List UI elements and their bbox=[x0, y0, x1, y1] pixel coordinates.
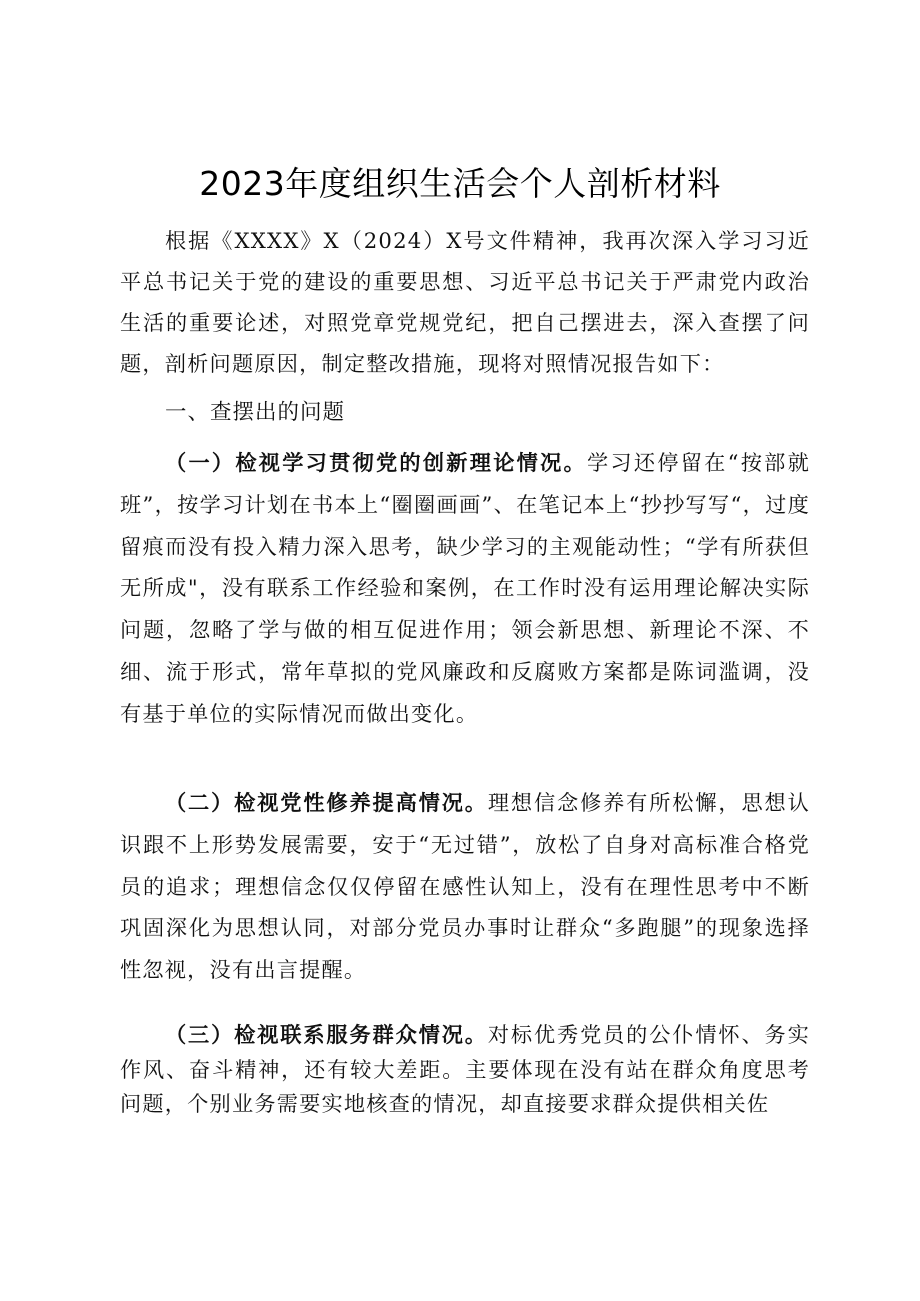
intro-paragraph: 根据《XXXX》X（2024）X号文件精神，我再次深入学习习近平总书记关于党的建设的重要思想、习近平总书记关于严肃党内政治生活的重要论述，对照党章党规党纪，把自己摆进去，深入查摆了问题，剖析问题原因，制定整改措施，现将对照情况报告如下： bbox=[120, 228, 810, 376]
item-paragraph-3 bbox=[120, 1018, 810, 1122]
item-1-lead: （一）检视学习贯彻党的创新理论情况。 bbox=[165, 450, 587, 475]
item-3-lead: （三）检视联系服务群众情况。 bbox=[165, 1022, 488, 1047]
item-1-body: 学习还停留在“按部就班”，按学习计划在书本上“圈圈画画”、在笔记本上“抄抄写写“，过度留痕而没有投入精力深入思考，缺少学习的主观能动性；“学有所获但无所成"，没有联系工作经验和案例，在工作时没有运用理论解决实际问题，忽略了学与做的相互促进作用；领会新思想、新理论不深、不细、流于形式，常年草拟的党风廉政和反腐败方案都是陈词滥调，没有基于单位的实际情况而做出变化。 bbox=[120, 450, 810, 726]
item-paragraph-2 bbox=[120, 782, 810, 991]
item-2-body: 理想信念修养有所松懈，思想认识跟不上形势发展需要，安于“无过错”，放松了自身对高标准合格党员的追求；理想信念仅仅停留在感性认知上，没有在理性思考中不断巩固深化为思想认同，对部分党员办事时让群众“多跑腿”的现象选择性忽视，没有出言提醒。 bbox=[120, 790, 810, 983]
item-3-body: 对标优秀党员的公仆情怀、务实作风、奋斗精神，还有较大差距。主要体现在没有站在群众角度思考问题，个别业务需要实地核查的情况，却直接要求群众提供相关佐 bbox=[120, 1022, 810, 1116]
item-2-lead: （二）检视党性修养提高情况。 bbox=[165, 790, 488, 815]
item-paragraph-1 bbox=[120, 442, 810, 735]
document-title: 2023年度组织生活会个人剖析材料 bbox=[199, 164, 721, 203]
section-heading: 一、查摆出的问题 bbox=[165, 400, 346, 425]
